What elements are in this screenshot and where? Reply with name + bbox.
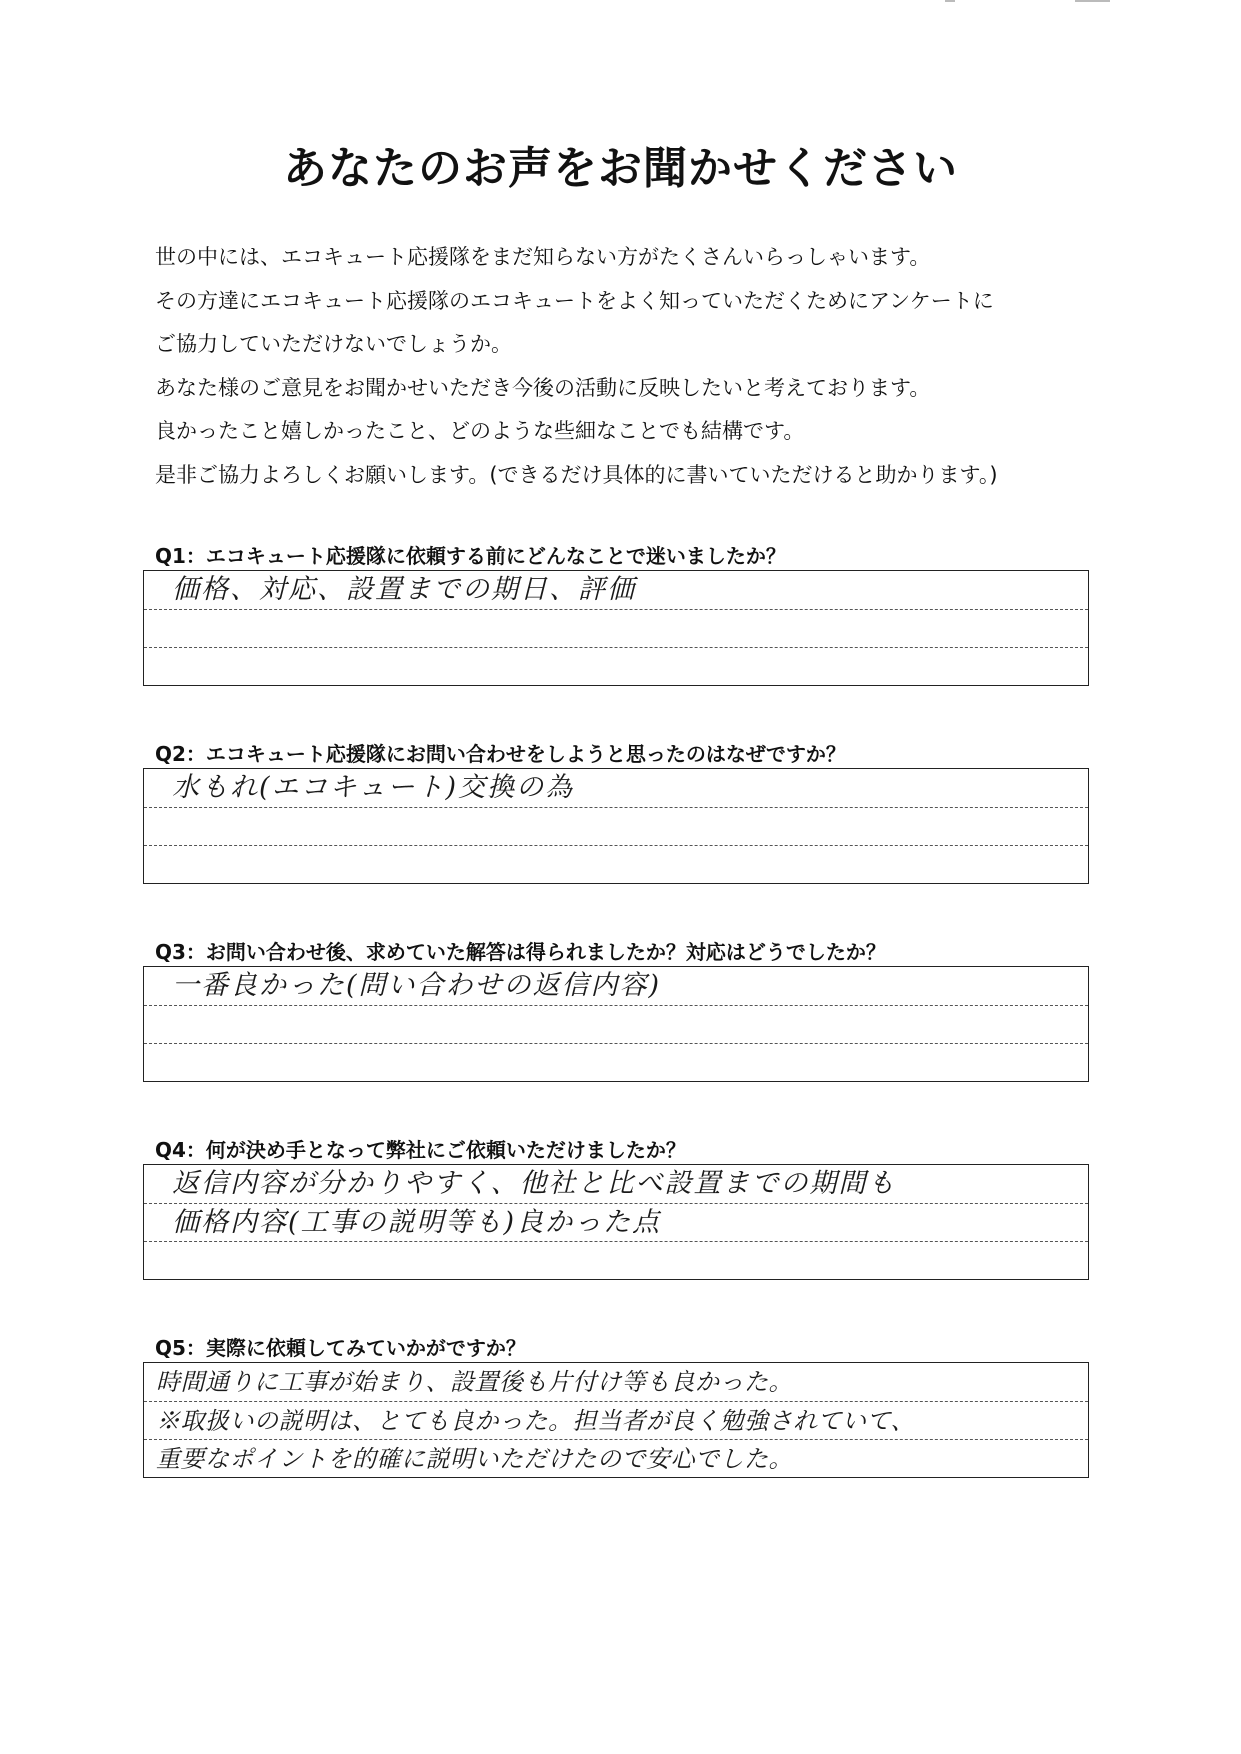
answer-line[interactable] (144, 648, 1088, 687)
answer-line[interactable] (144, 808, 1088, 847)
answer-line[interactable]: 時間通りに工事が始まり、設置後も片付け等も良かった。 (144, 1363, 1088, 1402)
answer-line[interactable] (144, 1242, 1088, 1281)
answer-line[interactable] (144, 1006, 1088, 1045)
intro-line: 良かったこと嬉しかったこと、どのような些細なことでも結構です。 (155, 419, 805, 444)
intro-line: ご協力していただけないでしょうか。 (155, 332, 512, 357)
intro-line: あなた様のご意見をお聞かせいただき今後の活動に反映したいと考えております。 (155, 375, 931, 400)
scan-edge-mark (1075, 0, 1110, 2)
answer-box-4[interactable] (143, 1164, 1089, 1280)
answer-line[interactable]: 価格、対応、設置までの期日、評価 (144, 571, 1088, 610)
answer-line[interactable] (144, 846, 1088, 885)
intro-text (155, 236, 1105, 498)
answer-line[interactable]: 返信内容が分かりやすく、他社と比べ設置までの期間も (144, 1165, 1088, 1204)
intro-line: 是非ご協力よろしくお願いします。(できるだけ具体的に書いていただけると助かります。) (155, 462, 998, 487)
answer-line[interactable]: 水もれ(エコキュート)交換の為 (144, 769, 1088, 808)
question-5-label: Q5：実際に依頼してみていかがですか？ (155, 1336, 526, 1360)
intro-line: その方達にエコキュート応援隊のエコキュートをよく知っていただくためにアンケートに (155, 288, 994, 313)
scan-edge-mark (945, 0, 955, 2)
answer-box-2[interactable] (143, 768, 1089, 884)
question-1-label: Q1：エコキュート応援隊に依頼する前にどんなことで迷いましたか？ (155, 544, 786, 568)
answer-line[interactable]: 重要なポイントを的確に説明いただけたので安心でした。 (156, 1445, 793, 1474)
question-2-label: Q2：エコキュート応援隊にお問い合わせをしようと思ったのはなぜですか？ (155, 742, 846, 766)
answer-line[interactable]: 一番良かった(問い合わせの返信内容) (144, 967, 1088, 1006)
question-3-label: Q3：お問い合わせ後、求めていた解答は得られましたか？対応はどうでしたか？ (155, 940, 886, 964)
question-4-label: Q4：何が決め手となって弊社にご依頼いただけましたか？ (155, 1138, 686, 1162)
intro-line: 世の中には、エコキュート応援隊をまだ知らない方がたくさんいらっしゃいます。 (155, 245, 931, 269)
page-title: あなたのお声をお聞かせください (283, 143, 958, 194)
answer-box-1[interactable] (143, 570, 1089, 686)
answer-line[interactable]: 価格内容(工事の説明等も)良かった点 (144, 1204, 1088, 1243)
answer-line[interactable] (144, 1044, 1088, 1083)
answer-box-5[interactable] (143, 1362, 1089, 1478)
answer-line[interactable] (144, 610, 1088, 649)
answer-line[interactable]: ※取扱いの説明は、とても良かった。担当者が良く勉強されていて、 (144, 1402, 1088, 1441)
answer-box-3[interactable] (143, 966, 1089, 1082)
